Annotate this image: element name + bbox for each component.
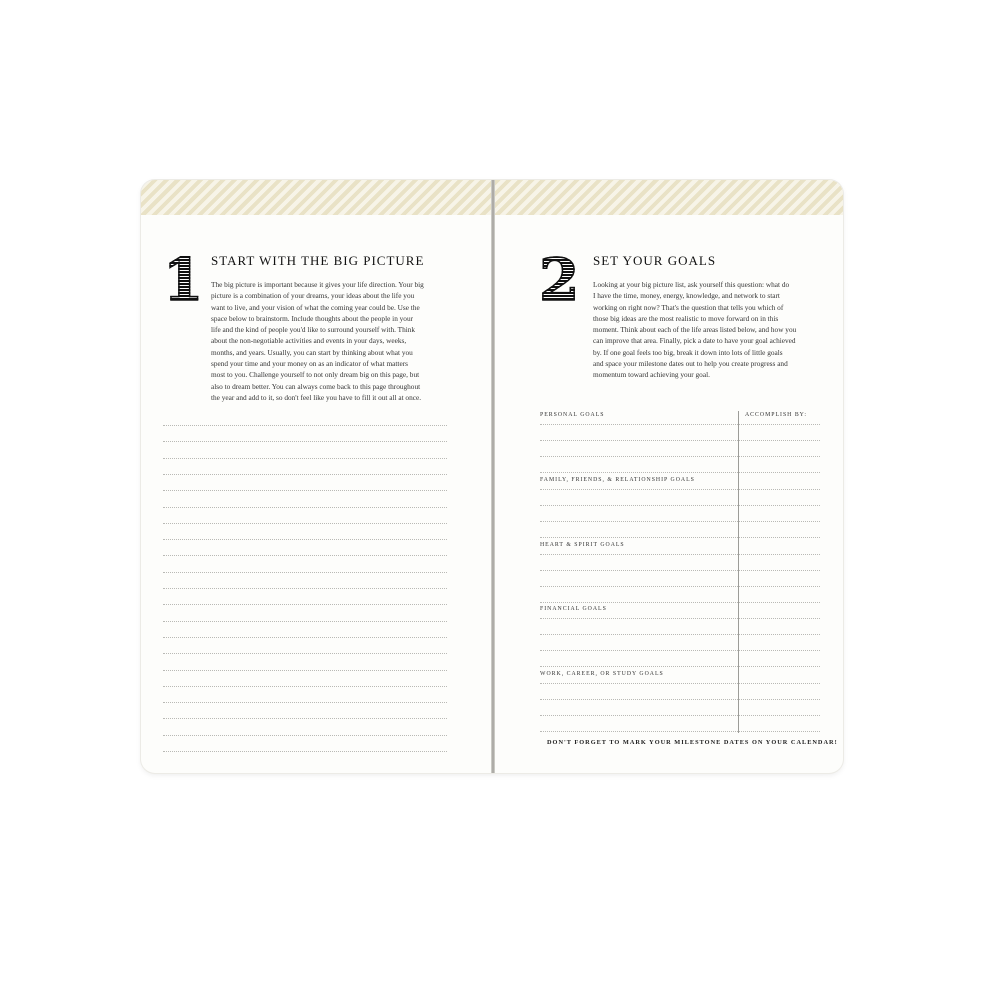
goal-writing-line[interactable] bbox=[540, 683, 820, 684]
left-body-line: picture is a combination of your dreams, your ideas about the life you bbox=[211, 291, 415, 301]
writing-line[interactable] bbox=[163, 490, 447, 491]
right-page bbox=[495, 215, 843, 773]
goal-section-label: FINANCIAL GOALS bbox=[540, 606, 607, 613]
left-body-line: the year and add to it, so don't feel like you have to fill it out all at once. bbox=[211, 392, 422, 402]
writing-line[interactable] bbox=[163, 637, 447, 638]
left-body-line: also to dream better. You can always come back to this page throughout bbox=[211, 381, 421, 391]
writing-line[interactable] bbox=[163, 555, 447, 556]
writing-line[interactable] bbox=[163, 686, 447, 687]
right-body-line: and space your milestone dates out to help you create progress and bbox=[593, 359, 788, 369]
writing-line[interactable] bbox=[163, 474, 447, 475]
writing-line[interactable] bbox=[163, 653, 447, 654]
right-striped-header bbox=[495, 180, 843, 215]
left-body-line: life and the kind of people you'd like to surround yourself with. Think bbox=[211, 325, 416, 335]
goal-section-label: HEART & SPIRIT GOALS bbox=[540, 541, 625, 548]
left-body-line: about the non-negotiable activities and events in your days, weeks, bbox=[211, 336, 407, 346]
writing-line[interactable] bbox=[163, 670, 447, 671]
left-body-line: The big picture is important because it gives your life direction. Your big bbox=[211, 280, 424, 289]
right-body-line: can improve that area. Finally, pick a date to have your goal achieved bbox=[593, 336, 796, 346]
goal-writing-line[interactable] bbox=[540, 489, 820, 490]
goal-writing-line[interactable] bbox=[540, 650, 820, 651]
right-page-heading: SET YOUR GOALS bbox=[593, 253, 717, 268]
goal-writing-line[interactable] bbox=[540, 554, 820, 555]
writing-line[interactable] bbox=[163, 621, 447, 622]
goal-writing-line[interactable] bbox=[540, 618, 820, 619]
writing-line[interactable] bbox=[163, 751, 447, 752]
goal-writing-line[interactable] bbox=[540, 424, 820, 425]
step-number-1: 1 bbox=[163, 246, 204, 314]
left-body-line: want to live, and your vision of what the coming year could be. Use the bbox=[211, 302, 420, 312]
left-body-line: most to you. Challenge yourself to not only dream big on this page, but bbox=[211, 370, 420, 380]
left-body-line: spend your time and your money on as an indicator of what matters bbox=[211, 359, 408, 369]
goal-section-label: WORK, CAREER, OR STUDY GOALS bbox=[540, 671, 664, 678]
goal-writing-line[interactable] bbox=[540, 731, 820, 732]
accomplish-by-label: ACCOMPLISH BY: bbox=[745, 412, 807, 418]
goal-writing-line[interactable] bbox=[540, 537, 820, 538]
goal-writing-line[interactable] bbox=[540, 456, 820, 457]
goal-writing-line[interactable] bbox=[540, 715, 820, 716]
goal-writing-line[interactable] bbox=[540, 586, 820, 587]
left-page-body bbox=[211, 279, 451, 403]
left-page-heading: START WITH THE BIG PICTURE bbox=[211, 253, 425, 268]
goal-writing-line[interactable] bbox=[540, 570, 820, 571]
writing-line[interactable] bbox=[163, 425, 447, 426]
goal-writing-line[interactable] bbox=[540, 472, 820, 473]
right-body-line: momentum toward achieving your goal. bbox=[593, 370, 710, 380]
right-body-line: moment. Think about each of the life areas listed below, and how you bbox=[593, 325, 797, 335]
milestone-footer-note: DON'T FORGET TO MARK YOUR MILESTONE DATES ON YOUR CALENDAR! bbox=[547, 739, 838, 746]
goal-writing-line[interactable] bbox=[540, 521, 820, 522]
goal-writing-line[interactable] bbox=[540, 699, 820, 700]
writing-line[interactable] bbox=[163, 735, 447, 736]
step-number-2: 2 bbox=[539, 246, 580, 314]
goal-section-label: FAMILY, FRIENDS, & RELATIONSHIP GOALS bbox=[540, 476, 695, 483]
goal-writing-line[interactable] bbox=[540, 440, 820, 441]
writing-line[interactable] bbox=[163, 441, 447, 442]
goal-writing-line[interactable] bbox=[540, 602, 820, 603]
notebook-spread bbox=[141, 180, 843, 773]
writing-line[interactable] bbox=[163, 458, 447, 459]
right-page-body bbox=[593, 279, 823, 381]
goal-writing-line[interactable] bbox=[540, 666, 820, 667]
goal-writing-line[interactable] bbox=[540, 634, 820, 635]
right-body-line: those big ideas are the most realistic to move forward on in this bbox=[593, 313, 779, 323]
right-body-line: I have the time, money, energy, knowledge, and network to start bbox=[593, 291, 780, 301]
goal-section-label: PERSONAL GOALS bbox=[540, 412, 605, 418]
goal-writing-line[interactable] bbox=[540, 505, 820, 506]
writing-line[interactable] bbox=[163, 507, 447, 508]
left-body-line: months, and years. Usually, you can start by thinking about what you bbox=[211, 347, 413, 357]
left-striped-header bbox=[141, 180, 491, 215]
goals-column-divider bbox=[738, 411, 739, 733]
right-body-line: Looking at your big picture list, ask yourself this question: what do bbox=[593, 280, 790, 289]
writing-line[interactable] bbox=[163, 604, 447, 605]
writing-line[interactable] bbox=[163, 523, 447, 524]
right-body-line: working on right now? That's the question that tells you which of bbox=[593, 302, 784, 312]
writing-line[interactable] bbox=[163, 539, 447, 540]
writing-line[interactable] bbox=[163, 718, 447, 719]
writing-line[interactable] bbox=[163, 572, 447, 573]
writing-line[interactable] bbox=[163, 588, 447, 589]
left-body-line: space below to brainstorm. Include thoughts about the people in your bbox=[211, 313, 414, 323]
right-body-line: by. If one goal feels too big, break it down into lots of little goals bbox=[593, 347, 783, 357]
writing-line[interactable] bbox=[163, 702, 447, 703]
left-page bbox=[141, 215, 491, 773]
